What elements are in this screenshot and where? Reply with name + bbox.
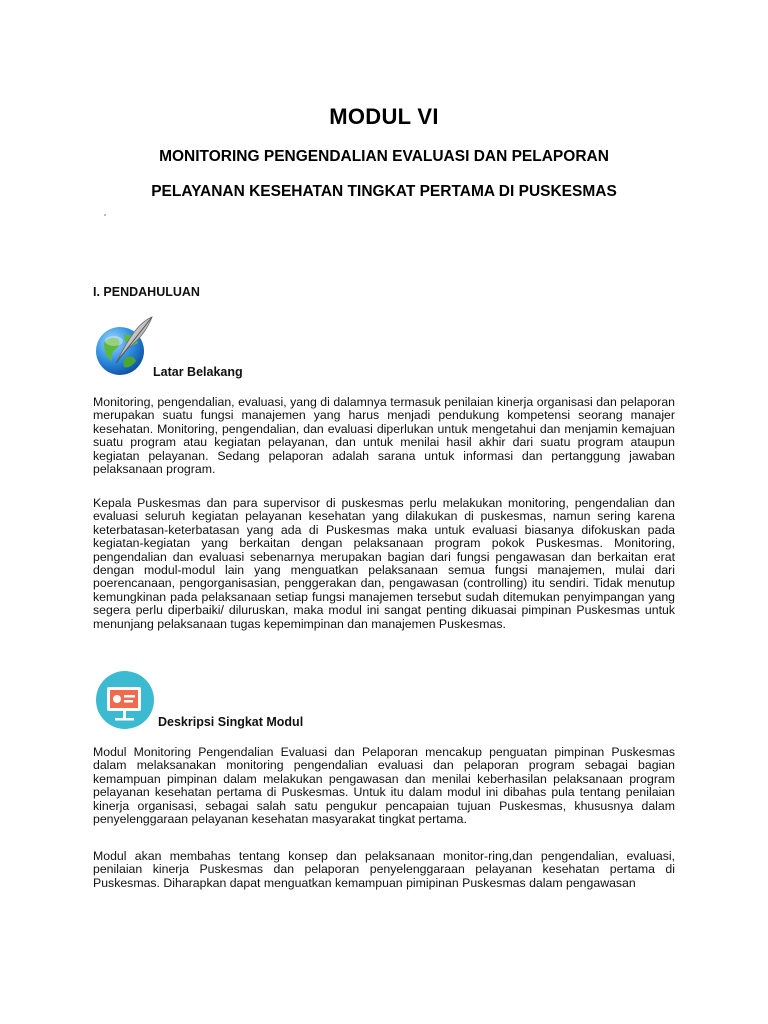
module-title: MODUL VI bbox=[329, 104, 439, 129]
globe-quill-icon bbox=[92, 313, 156, 379]
stray-mark bbox=[104, 214, 106, 216]
module-subtitle-line-1: MONITORING PENGENDALIAN EVALUASI DAN PELAPORAN bbox=[159, 148, 609, 165]
subheading-deskripsi-singkat: Deskripsi Singkat Modul bbox=[158, 715, 304, 729]
paragraph-description-2: Modul akan membahas tentang konsep dan pelaksanaan monitor-ring,dan pengendalian, evaluasi, penilaian kinerja Puskesmas dan pelaporan penyelenggaraan pelayanan kesehatan pertama di Puskesmas. Diharapkan dapat menguatkan kemampuan pimipinan Puskesmas dalam pengawasan bbox=[93, 850, 675, 890]
section-heading: I. PENDAHULUAN bbox=[93, 285, 200, 299]
paragraph-description-1: Modul Monitoring Pengendalian Evaluasi dan Pelaporan mencakup penguatan pimpinan Puskesmas dalam melaksanakan monitoring pengendalian evaluasi dan pelaporan program sebagai bagian kemampuan pimpinan dalam melakukan pengawasan dan menilai keberhasilan pelaksanaan program pelayanan kesehatan pertama di Puskesmas. Untuk itu dalam modul ini dibahas pula tentang penilaian kinerja organisasi, sebagai salah satu pengukur pencapaian tujuan Puskesmas, khususnya dalam penyelenggaraan pelayanan kesehatan masyarakat tingkat pertama. bbox=[93, 745, 675, 827]
presentation-board-icon bbox=[93, 670, 157, 730]
subheading-latar-belakang: Latar Belakang bbox=[153, 365, 243, 379]
paragraph-background-1: Monitoring, pengendalian, evaluasi, yang di dalamnya termasuk penilaian kinerja organisasi dan pelaporan merupakan suatu fungsi manajemen yang harus menjadi pendukung kompetensi seorang manajer kesehatan. Monitoring, pengendalian, dan evaluasi diperlukan untuk mengetahui dan menjamin kemajuan suatu program atau kegiatan pelayanan, dan untuk menilai hasil akhir dari suatu program ataupun kegiatan pelayanan. Sedang pelaporan adalah sarana untuk informasi dan pertanggung jawaban pelaksanaan program. bbox=[93, 395, 675, 477]
paragraph-background-2: Kepala Puskesmas dan para supervisor di puskesmas perlu melakukan monitoring, pengendalian dan evaluasi seluruh kegiatan pelayanan kesehatan yang dilakukan di puskesmas, namun sering karena keterbatasan-keterbatasan yang ada di Puskesmas maka untuk evaluasi biasanya difokuskan pada kegiatan-kegiatan yang berkaitan dengan pelaksanaan program pokok Puskesmas. Monitoring, pengendalian dan evaluasi sebenarnya merupakan bagian dari fungsi pengawasan dan berkaitan erat dengan modul-modul lain yang menguatkan pelaksanaan semua fungsi manajemen, mulai dari poerencanaan, pengorganisasian, penggerakan dan, pengawasan (controlling) itu sendiri. Tidak menutup kemungkinan pada pelaksanaan setiap fungsi manajemen tersebut sudah ditemukan penyimpangan yang segera perlu diperbaiki/ diluruskan, maka modul ini sangat penting dikuasai pimpinan Puskesmas untuk menunjang pelaksanaan tugas kepemimpinan dan manajemen Puskesmas. bbox=[93, 496, 675, 631]
module-subtitle-line-2: PELAYANAN KESEHATAN TINGKAT PERTAMA DI PUSKESMAS bbox=[151, 183, 617, 200]
